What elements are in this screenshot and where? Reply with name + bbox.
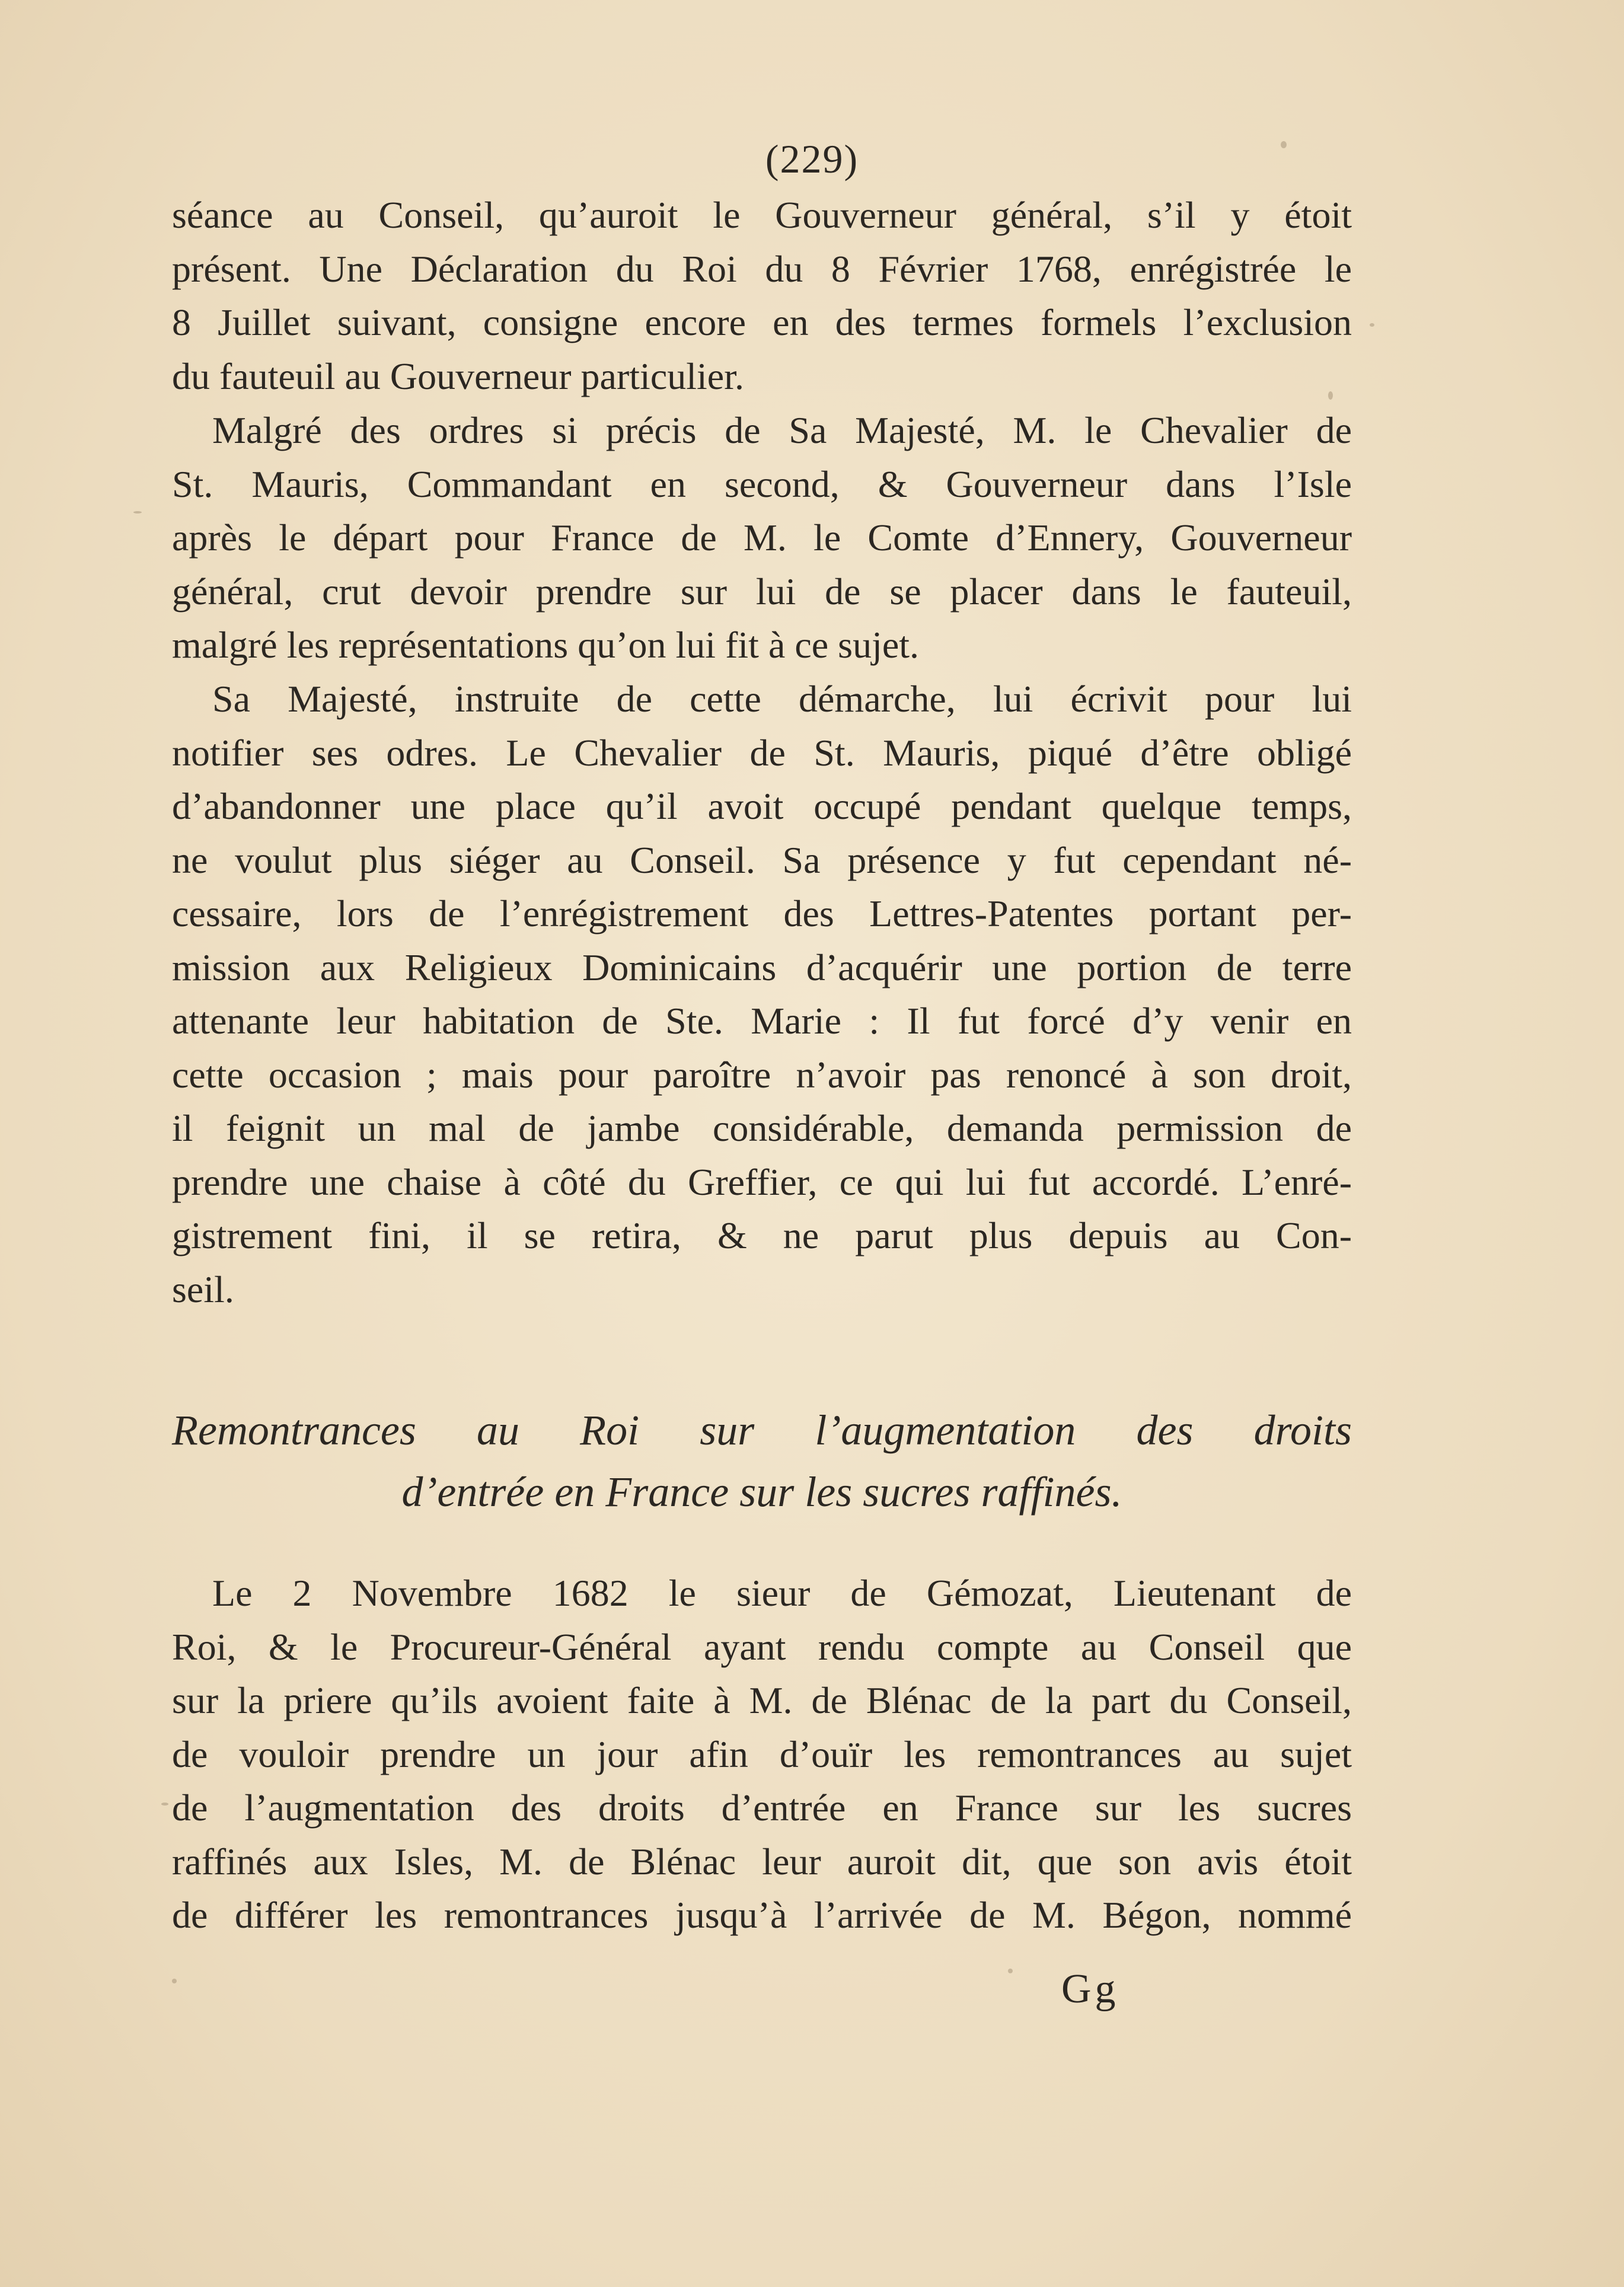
text-line: cessaire, lors de l’enrégistrement des Lettres-Patentes portant per- — [172, 892, 1352, 934]
text-line: 8 Juillet suivant, consigne encore en des termes formels l’exclusion — [172, 301, 1352, 343]
paper-speck — [133, 511, 142, 513]
paragraph-1 — [172, 189, 1352, 403]
text-line: attenante leur habitation de Ste. Marie : Il fut forcé d’y venir en — [172, 1000, 1352, 1042]
heading-line: d’entrée en France sur les sucres raffinés. — [401, 1468, 1122, 1516]
section-heading — [172, 1399, 1352, 1523]
text-line: de vouloir prendre un jour afin d’ouïr les remontrances au sujet — [172, 1733, 1352, 1775]
text-line: Sa Majesté, instruite de cette démarche, lui écrivit pour lui — [212, 678, 1352, 720]
text-line: Roi, & le Procureur-Général ayant rendu compte au Conseil que — [172, 1625, 1352, 1668]
signature-mark: Gg — [1061, 1966, 1119, 2012]
text-line: seil. — [172, 1268, 234, 1310]
paragraph-2 — [172, 404, 1352, 672]
text-line: ne voulut plus siéger au Conseil. Sa présence y fut cependant né- — [172, 838, 1352, 881]
text-line: il feignit un mal de jambe considérable, demanda permission de — [172, 1107, 1352, 1149]
text-line: St. Mauris, Commandant en second, & Gouverneur dans l’Isle — [172, 462, 1352, 505]
text-line: gistrement fini, il se retira, & ne parut plus depuis au Con- — [172, 1214, 1352, 1256]
text-line: mission aux Religieux Dominicains d’acquérir une portion de terre — [172, 946, 1352, 988]
paragraph-4 — [172, 1567, 1352, 1942]
text-line: malgré les représentations qu’on lui fit à ce sujet. — [172, 624, 920, 666]
text-line: notifier ses odres. Le Chevalier de St. Mauris, piqué d’être obligé — [172, 731, 1352, 774]
text-line: séance au Conseil, qu’auroit le Gouverneur général, s’il y étoit — [172, 194, 1352, 236]
text-line: d’abandonner une place qu’il avoit occupé pendant quelque temps, — [172, 785, 1352, 827]
text-line: sur la priere qu’ils avoient faite à M. de Blénac de la part du Conseil, — [172, 1679, 1352, 1721]
paper-speck — [161, 1803, 168, 1806]
paper-speck — [1370, 323, 1374, 327]
text-line: raffinés aux Isles, M. de Blénac leur auroit dit, que son avis étoit — [172, 1840, 1352, 1883]
paper-speck — [172, 1979, 177, 1983]
text-line: de l’augmentation des droits d’entrée en France sur les sucres — [172, 1787, 1352, 1829]
paper-speck — [1008, 1969, 1013, 1973]
text-line: après le départ pour France de M. le Comte d’Ennery, Gouverneur — [172, 516, 1352, 559]
text-line: prendre une chaise à côté du Greffier, ce qui lui fut accordé. L’enré- — [172, 1160, 1352, 1203]
paragraph-3 — [172, 672, 1352, 1316]
text-line: de différer les remontrances jusqu’à l’arrivée de M. Bégon, nommé — [172, 1894, 1352, 1936]
text-line: Malgré des ordres si précis de Sa Majesté, M. le Chevalier de — [212, 409, 1352, 451]
text-line: du fauteuil au Gouverneur particulier. — [172, 355, 744, 397]
text-line: présent. Une Déclaration du Roi du 8 Février 1768, enrégistrée le — [172, 247, 1352, 290]
text-line: général, crut devoir prendre sur lui de se placer dans le fauteuil, — [172, 570, 1352, 613]
heading-line: Remontrances au Roi sur l’augmentation des droits — [172, 1406, 1352, 1454]
text-line: cette occasion ; mais pour paroître n’avoir pas renoncé à son droit, — [172, 1053, 1352, 1096]
page-number: (229) — [765, 136, 859, 181]
text-line: Le 2 Novembre 1682 le sieur de Gémozat, Lieutenant de — [212, 1572, 1352, 1614]
